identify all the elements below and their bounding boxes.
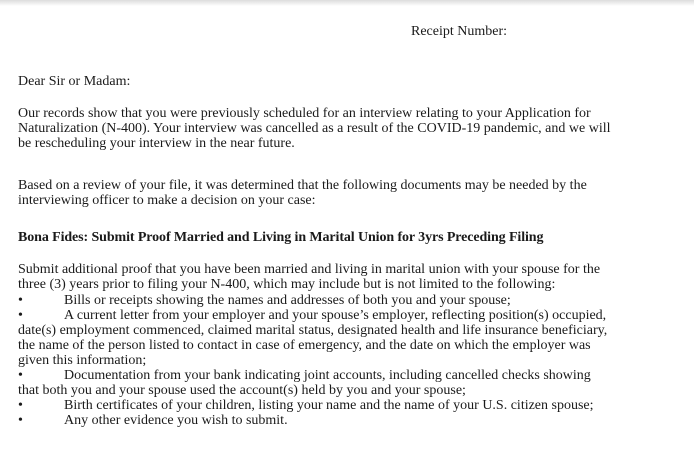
list-item-text: [18, 293, 688, 308]
list-item-line: A current letter from your employer and your spouse’s employer, reflecting position(s) occupied,: [64, 308, 607, 323]
receipt-number-label: Receipt Number:: [411, 24, 508, 39]
bullet-icon: •: [18, 308, 23, 323]
paragraph-line: Naturalization (N-400). Your interview was cancelled as a result of the COVID-19 pandemic, and we will: [18, 121, 611, 136]
evidence-list: [18, 293, 688, 428]
list-item: [18, 308, 688, 368]
paragraph-line: Submit additional proof that you have been married and living in marital union with your spouse for the: [18, 262, 601, 277]
list-item-text: [18, 413, 688, 428]
bullet-icon: •: [18, 413, 23, 428]
paragraph-line: Based on a review of your file, it was determined that the following documents may be needed by the: [18, 178, 587, 193]
list-item: [18, 413, 688, 428]
section-heading: Bona Fides: Submit Proof Married and Living in Marital Union for 3yrs Preceding Filing: [18, 230, 544, 245]
bullet-icon: •: [18, 293, 23, 308]
page-top-edge: [0, 0, 694, 6]
list-item-line: the name of the person listed to contact in case of emergency, and the date on which the employer was: [18, 338, 591, 353]
paragraph-additional-proof: [18, 262, 682, 292]
list-item-text: [18, 398, 688, 413]
list-item-line: Any other evidence you wish to submit.: [64, 413, 288, 428]
paragraph-line: be rescheduling your interview in the near future.: [18, 136, 295, 151]
list-item-line: Documentation from your bank indicating joint accounts, including cancelled checks showing: [64, 368, 591, 383]
paragraph-interview-cancelled: [18, 106, 682, 151]
list-item-line: date(s) employment commenced, claimed marital status, designated health and life insurance beneficiary,: [18, 323, 608, 338]
paragraph-line: Our records show that you were previously scheduled for an interview relating to your Application for: [18, 106, 591, 121]
paragraph-line: interviewing officer to make a decision on your case:: [18, 193, 316, 208]
list-item-line: given this information;: [18, 353, 147, 368]
list-item-line: that both you and your spouse used the account(s) held by you and your spouse;: [18, 383, 466, 398]
list-item: [18, 398, 688, 413]
list-item-line: Bills or receipts showing the names and addresses of both you and your spouse;: [64, 293, 511, 308]
paragraph-documents-needed: [18, 178, 682, 208]
bullet-icon: •: [18, 368, 23, 383]
list-item-line: Birth certificates of your children, listing your name and the name of your U.S. citizen spouse;: [64, 398, 594, 413]
salutation: Dear Sir or Madam:: [18, 74, 131, 89]
paragraph-line: three (3) years prior to filing your N-400, which may include but is not limited to the following:: [18, 277, 556, 292]
bullet-icon: •: [18, 398, 23, 413]
list-item-text: [18, 308, 688, 368]
list-item: [18, 293, 688, 308]
list-item-text: [18, 368, 688, 398]
list-item: [18, 368, 688, 398]
